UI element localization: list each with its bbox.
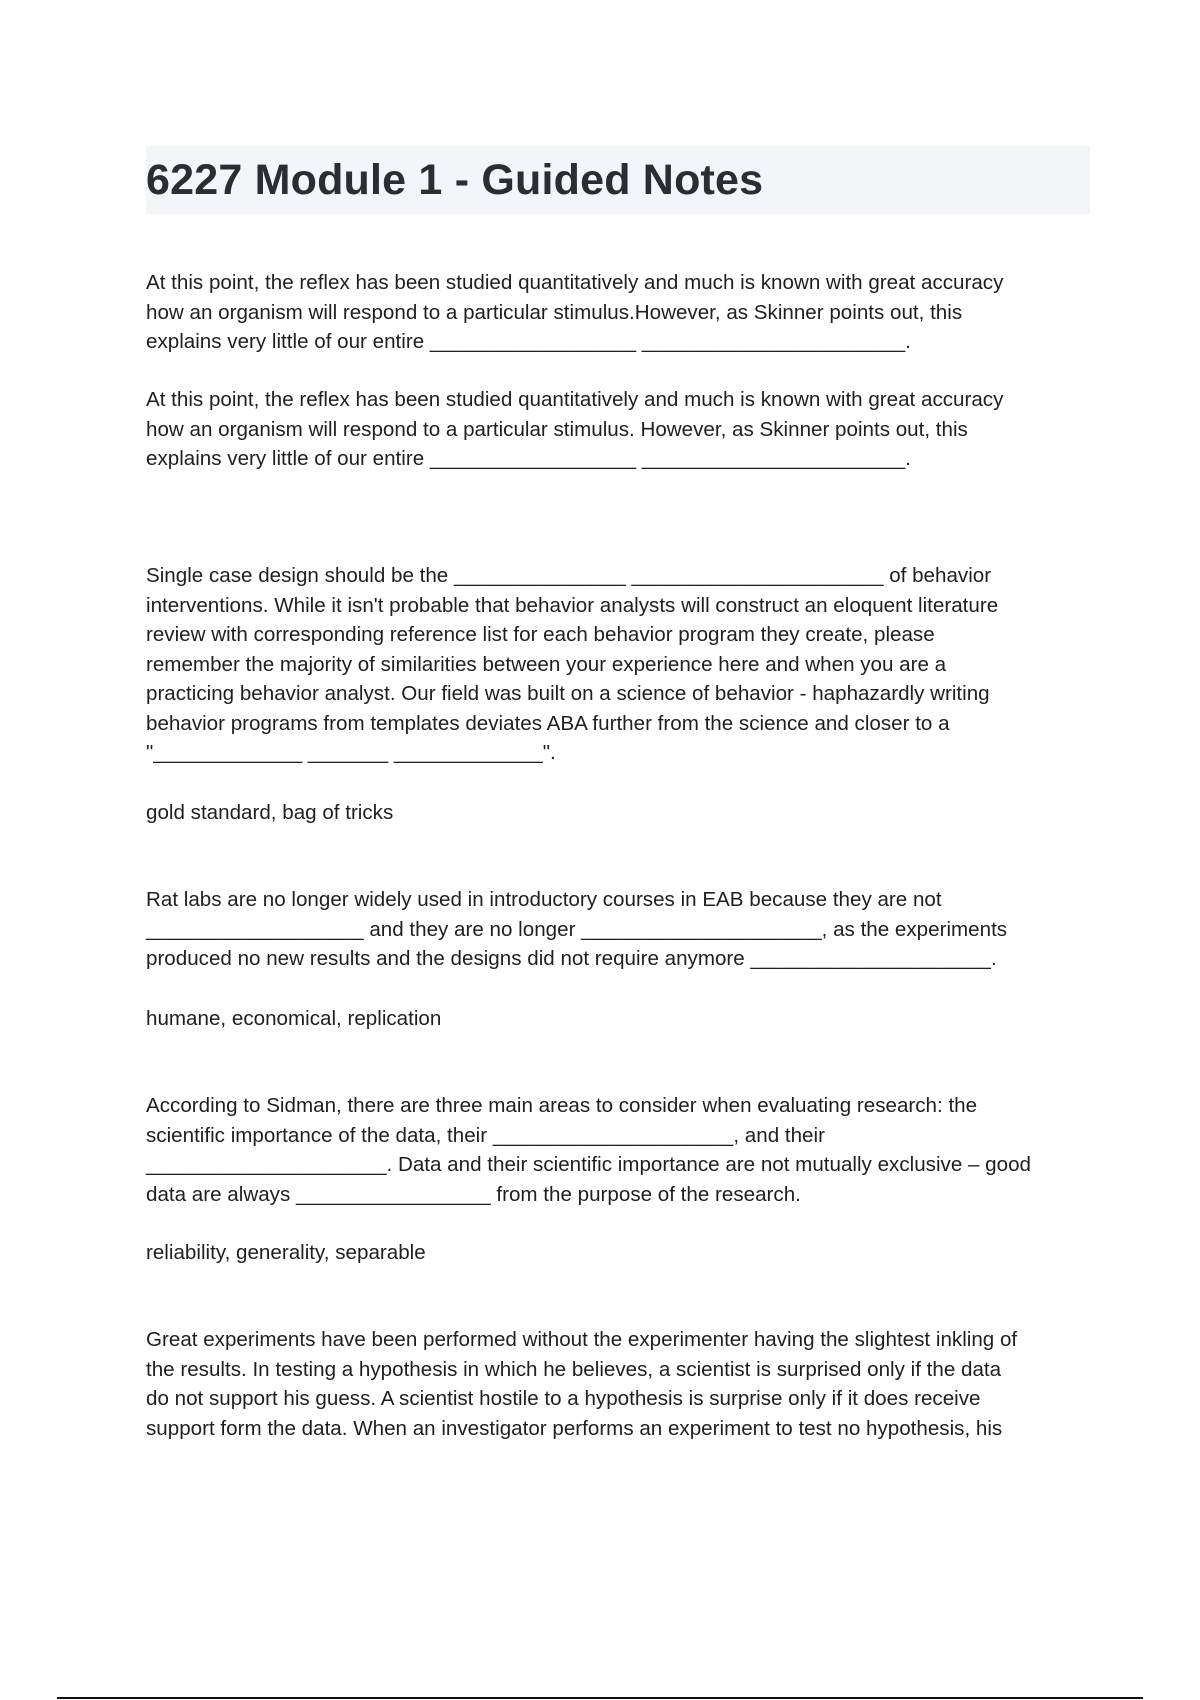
text-line: explains very little of our entire __________________ _______________________.	[146, 330, 911, 353]
paragraph-great-experiments	[146, 1325, 1091, 1443]
text-line: behavior programs from templates deviates ABA further from the science and closer to a	[146, 711, 950, 735]
title-banner	[146, 146, 1090, 214]
text-line: support form the data. When an investigator performs an experiment to test no hypothesis, his	[146, 1416, 1003, 1440]
text-line: Great experiments have been performed without the experimenter having the slightest inkling of	[146, 1328, 1018, 1351]
text-line: Rat labs are no longer widely used in introductory courses in EAB because they are not	[146, 888, 942, 911]
paragraph-rat-labs	[146, 885, 1091, 974]
page-bottom-rule	[57, 1697, 1143, 1699]
text-line: how an organism will respond to a particular stimulus. However, as Skinner points out, this	[146, 417, 968, 441]
text-line: At this point, the reflex has been studied quantitatively and much is known with great accuracy	[146, 271, 1004, 294]
text-line: data are always _________________ from the purpose of the research.	[146, 1182, 801, 1206]
text-line: remember the majority of similarities between your experience here and when you are a	[146, 652, 947, 676]
text-line: practicing behavior analyst. Our field was built on a science of behavior - haphazardly writing	[146, 682, 990, 705]
text-line: According to Sidman, there are three main areas to consider when evaluating research: the	[146, 1094, 978, 1117]
answer-key: gold standard, bag of tricks	[146, 801, 394, 824]
paragraph-reflex-2	[146, 385, 1091, 474]
text-line: how an organism will respond to a particular stimulus.However, as Skinner points out, this	[146, 300, 963, 324]
text-line: interventions. While it isn't probable that behavior analysts will construct an eloquent literature	[146, 593, 999, 617]
text-line: produced no new results and the designs did not require anymore _____________________.	[146, 947, 997, 970]
answer-key: humane, economical, replication	[146, 1007, 442, 1030]
text-line: scientific importance of the data, their _____________________, and their	[146, 1123, 825, 1147]
text-line: "_____________ _______ _____________".	[146, 741, 556, 764]
text-line: At this point, the reflex has been studied quantitatively and much is known with great accuracy	[146, 388, 1004, 411]
text-line: do not support his guess. A scientist hostile to a hypothesis is surprise only if it does receive	[146, 1387, 981, 1410]
text-line: Single case design should be the _______________ ______________________ of behavior	[146, 564, 992, 587]
text-line: explains very little of our entire __________________ _______________________.	[146, 447, 911, 470]
paragraph-reflex-1	[146, 268, 1091, 357]
text-line: _____________________. Data and their scientific importance are not mutually exclusive – good	[146, 1153, 1031, 1176]
text-line: ___________________ and they are no longer _____________________, as the experiments	[146, 917, 1008, 941]
paragraph-single-case-design	[146, 561, 1091, 768]
page-title: 6227 Module 1 - Guided Notes	[146, 156, 764, 204]
text-line: the results. In testing a hypothesis in which he believes, a scientist is surprised only if the data	[146, 1357, 1002, 1381]
paragraph-sidman	[146, 1091, 1091, 1209]
text-line: review with corresponding reference list for each behavior program they create, please	[146, 623, 935, 646]
answer-key: reliability, generality, separable	[146, 1241, 426, 1264]
